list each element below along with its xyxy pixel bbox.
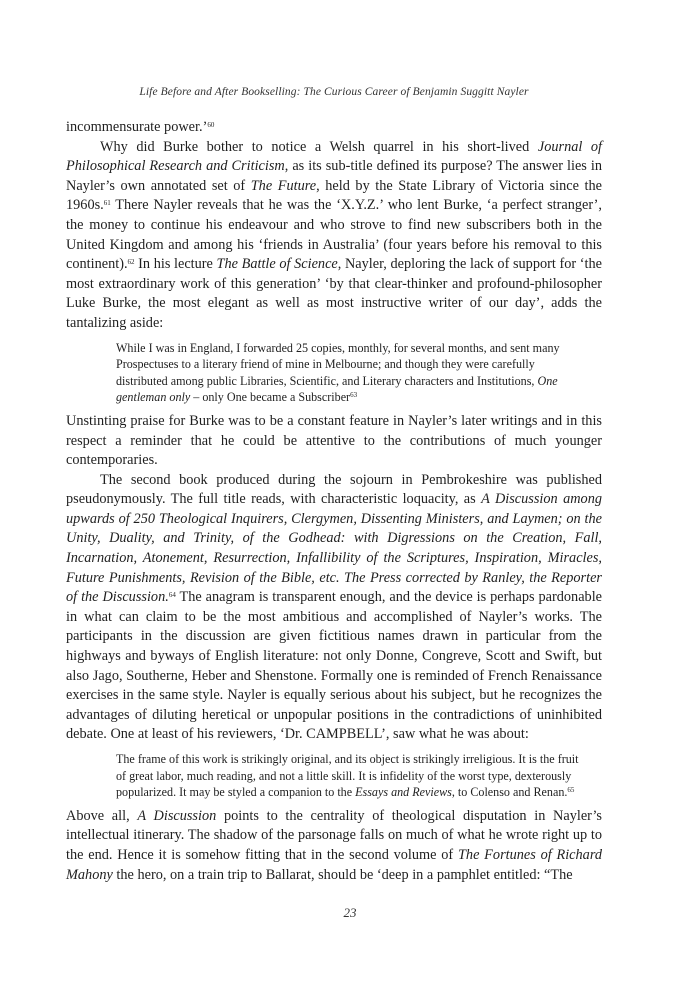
paragraph-text: the hero, on a train trip to Ballarat, should be ‘deep in a pamphlet entitled: “The bbox=[112, 866, 573, 883]
quote-text: While I was in England, I forwarded 25 copies, monthly, for several months, and sent many Prospectuses to a literary friend of mine in Melbourne; and though they were carefully distributed among public Libraries, Scientific, and Literary characters and Institutions, bbox=[116, 340, 560, 388]
quote-text: The frame of this work is strikingly original, and its object is strikingly irreligious. It is the fruit of great labor, much reading, and not a little skill. It is infidelity of the worst type, dexterously popularized. It may be styled a companion to the bbox=[116, 752, 579, 800]
block-quote-1 bbox=[116, 340, 602, 406]
quote-text: , to Colenso and Renan. bbox=[451, 785, 568, 800]
footnote-ref: 61 bbox=[103, 199, 111, 208]
journal-title: Journal of Philosophical Research and Criticism bbox=[66, 138, 603, 175]
paragraph-text: , held by the State Library of Victoria since the 1960s. bbox=[66, 177, 602, 214]
footnote-ref: 64 bbox=[168, 591, 176, 600]
paragraph-text: , as its sub-title defined its purpose? The answer lies in Nayler’s own annotated set of bbox=[66, 158, 602, 194]
book-title: A Discussion bbox=[137, 807, 217, 824]
book-title: The Future bbox=[250, 177, 317, 194]
paragraph-text: There Nayler reveals that he was the ‘X.Y.Z.’ who lent Burke, ‘a perfect stranger’, the money to continue his endeavour and who strove to find new subscribers both in the United Kingdom and among his ‘friends in Australia’ (four years before his removal to this continent). bbox=[66, 197, 602, 273]
block-quote-2 bbox=[116, 751, 602, 801]
paragraph-text: incommensurate power.’ bbox=[66, 119, 208, 135]
paragraph-text: The anagram is transparent enough, and the device is perhaps pardonable in what can claim to be the most ambitious and accomplished of Nayler’s works. The participants in the discussion are given fictitious names drawn in particular from the highways and byways of English literature: not only Donne, Congreve, Scott and Swift, but also Jago, Southerne, Heber and Shenstone. Formally one is reminded of French Renaissance exercises in the same style. Nayler is equally serious about his subject, but he recognizes the advantages of diluting heretical or unpopular positions in the contradictions of uninhibited debate. One at least of his reviewers, ‘Dr. CAMPBELL’, saw what he was about: bbox=[66, 589, 603, 743]
lecture-title: The Battle of Science bbox=[216, 256, 338, 273]
quote-text: – only One became a Subscriber bbox=[190, 390, 351, 405]
quote-emphasis: Essays and Reviews bbox=[355, 785, 452, 800]
paragraph-text: The second book produced during the sojourn in Pembrokeshire was published pseudonymously. The full title reads, with characteristic loquacity, as bbox=[66, 471, 602, 508]
paragraph-text: In his lecture bbox=[134, 256, 217, 273]
footnote-ref: 62 bbox=[127, 258, 135, 267]
book-title: A Discussion among upwards of 250 Theological Inquirers, Clergymen, Dissenting Ministers, and Laymen; on the Unity, Duality, and Trinity, of the Godhead: with Digressions on the Creation, Fall, Incarnation, Atonement, Resurrection, Infallibility of the Scriptures, Inspiration, Miracles, Future Punishments, Revision of the Bible, etc. The Press corrected by Ranley, the Reporter of the Discussion. bbox=[66, 491, 602, 606]
footnote-ref: 60 bbox=[207, 121, 215, 129]
paragraph-2 bbox=[66, 138, 602, 334]
paragraph-4 bbox=[66, 471, 602, 745]
paragraph-5 bbox=[66, 807, 602, 885]
paragraph-text: points to the centrality of theological disputation in Nayler’s intellectual itinerary. The shadow of the parsonage falls on much of what he wrote right up to the end. Hence it is somehow fitting that in the second volume of bbox=[66, 807, 602, 863]
paragraph-text: Above all, bbox=[66, 807, 138, 824]
footnote-ref: 65 bbox=[567, 786, 575, 795]
page-number: 23 bbox=[343, 905, 357, 920]
paragraph-text: Why did Burke bother to notice a Welsh quarrel in his short-lived bbox=[100, 138, 538, 155]
paragraph-text: Unstinting praise for Burke was to be a constant feature in Nayler’s later writings and in this respect a reminder that he could be attentive to the contributions of much younger contemporaries. bbox=[66, 412, 602, 469]
footnote-ref: 63 bbox=[350, 391, 358, 400]
paragraph-3 bbox=[66, 412, 602, 471]
book-title: The Fortunes of Richard Mahony bbox=[66, 846, 602, 883]
running-head: Life Before and After Bookselling: The Curious Career of Benjamin Suggitt Nayler bbox=[139, 86, 529, 98]
paragraph-1 bbox=[66, 118, 602, 138]
quote-emphasis: One gentleman only bbox=[116, 373, 558, 405]
paragraph-text: , Nayler, deploring the lack of support for ‘the most extraordinary work of this generation’ ‘by that clear-thinker and profound-philosopher Luke Burke, the most elegant as well as most instructive writer of our day’, adds the tantalizing aside: bbox=[66, 256, 602, 331]
